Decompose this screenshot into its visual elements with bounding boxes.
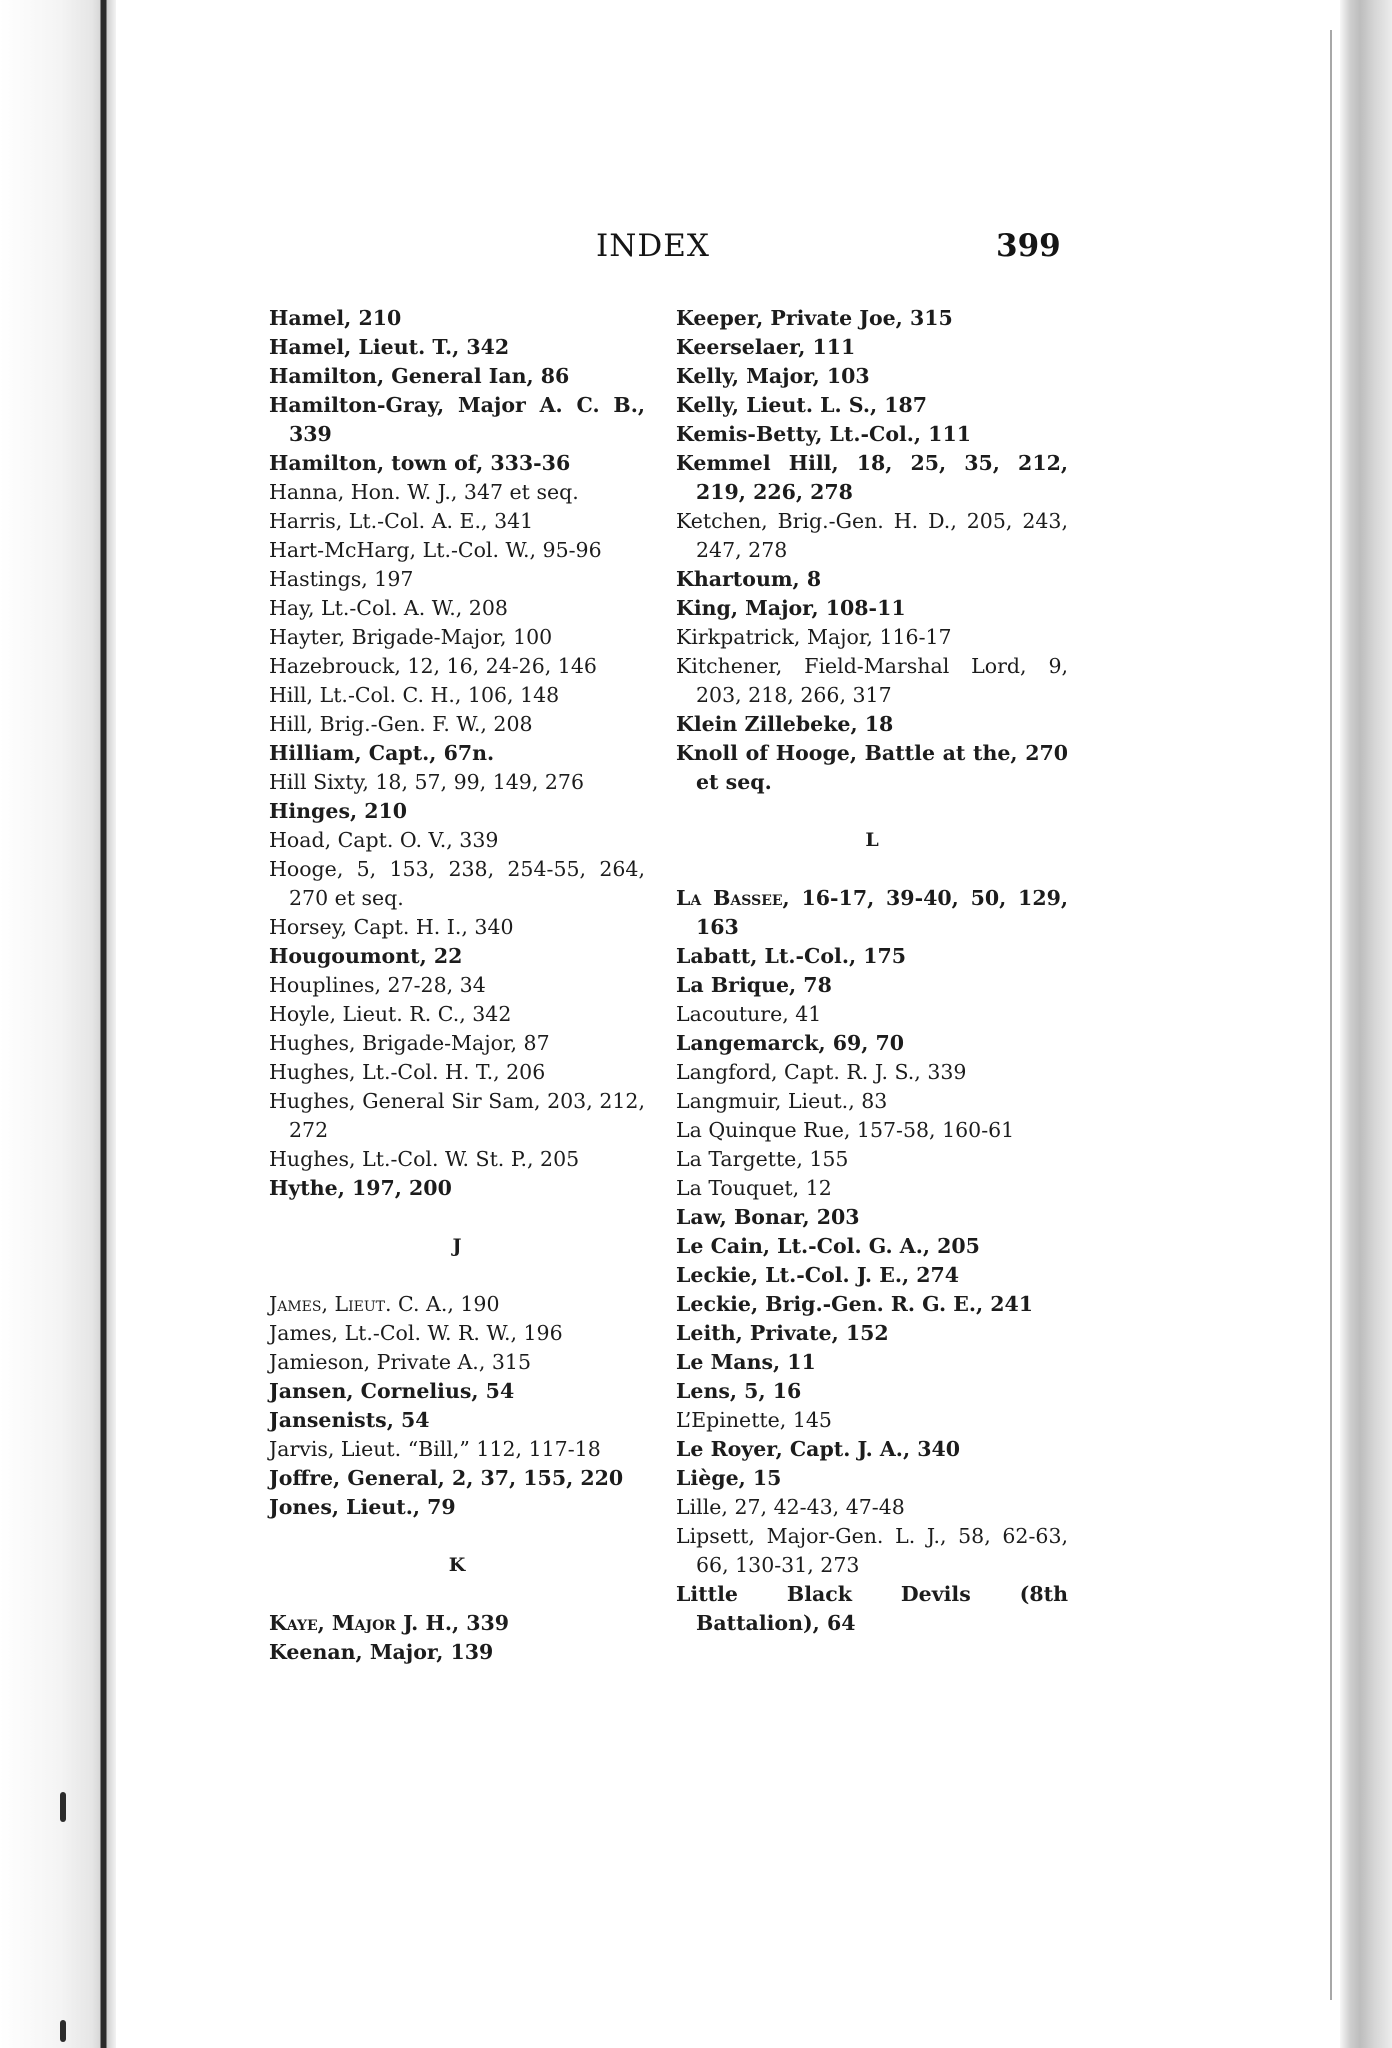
index-entry: Kelly, Major, 103 <box>676 364 870 388</box>
index-entry: Little Black Devils (8th Battalion), 64 <box>676 1582 1068 1635</box>
index-entry: Law, Bonar, 203 <box>676 1205 860 1229</box>
index-entry: La Bassee, 16-17, 39-40, 50, 129, 163 <box>676 886 1068 939</box>
index-entry: Hythe, 197, 200 <box>269 1176 452 1200</box>
index-entry: La Targette, 155 <box>676 1147 849 1171</box>
index-entry: L’Epinette, 145 <box>676 1408 832 1432</box>
index-entry: Hastings, 197 <box>269 567 414 591</box>
index-column-left <box>269 304 645 1667</box>
index-entry: Jones, Lieut., 79 <box>269 1495 456 1519</box>
index-entry: Le Royer, Capt. J. A., 340 <box>676 1437 961 1461</box>
index-entry: Hinges, 210 <box>269 799 408 823</box>
index-entry: Lipsett, Major-Gen. L. J., 58, 62-63, 66, 130-31, 273 <box>676 1524 1068 1577</box>
index-entry: Kirkpatrick, Major, 116-17 <box>676 625 952 649</box>
index-entry: Langemarck, 69, 70 <box>676 1031 905 1055</box>
index-entry: Lens, 5, 16 <box>676 1379 802 1403</box>
scan-speck <box>60 1792 66 1822</box>
index-entry: Langford, Capt. R. J. S., 339 <box>676 1060 967 1084</box>
index-entry: Hughes, Lt.-Col. H. T., 206 <box>269 1060 546 1084</box>
index-entry: Hill, Brig.-Gen. F. W., 208 <box>269 712 533 736</box>
section-letter-j: J <box>452 1235 462 1257</box>
index-entry: Hamilton, General Ian, 86 <box>269 364 570 388</box>
section-letter-k: K <box>448 1554 466 1576</box>
index-entry: Hill Sixty, 18, 57, 99, 149, 276 <box>269 770 584 794</box>
index-entry: Hay, Lt.-Col. A. W., 208 <box>269 596 508 620</box>
index-entry: Hazebrouck, 12, 16, 24-26, 146 <box>269 654 597 678</box>
index-entry: Leckie, Lt.-Col. J. E., 274 <box>676 1263 960 1287</box>
index-entry: Hamilton, town of, 333-36 <box>269 451 571 475</box>
index-entry: Keenan, Major, 139 <box>269 1640 494 1664</box>
index-entry: Le Mans, 11 <box>676 1350 816 1374</box>
index-entry: La Brique, 78 <box>676 973 832 997</box>
section-letter-l: L <box>865 829 879 851</box>
index-entry: Kelly, Lieut. L. S., 187 <box>676 393 928 417</box>
index-entry: Le Cain, Lt.-Col. G. A., 205 <box>676 1234 980 1258</box>
index-column-right <box>676 304 1068 1638</box>
index-entry: James, Lieut. C. A., 190 <box>269 1292 500 1316</box>
index-entry: La Touquet, 12 <box>676 1176 832 1200</box>
page-border-line <box>1330 30 1332 2000</box>
index-entry: Jarvis, Lieut. “Bill,” 112, 117-18 <box>269 1437 601 1461</box>
index-entry: Hooge, 5, 153, 238, 254-55, 264, 270 et seq. <box>269 857 645 910</box>
index-entry: Keerselaer, 111 <box>676 335 856 359</box>
page-title: INDEX <box>596 228 710 264</box>
index-entry: Hilliam, Capt., 67n. <box>269 741 495 765</box>
index-entry: Jamieson, Private A., 315 <box>269 1350 531 1374</box>
index-entry: Horsey, Capt. H. I., 340 <box>269 915 514 939</box>
index-entry: Keeper, Private Joe, 315 <box>676 306 953 330</box>
index-entry: Harris, Lt.-Col. A. E., 341 <box>269 509 534 533</box>
page-number: 399 <box>996 228 1061 264</box>
index-entry: Labatt, Lt.-Col., 175 <box>676 944 907 968</box>
index-entry: Leckie, Brig.-Gen. R. G. E., 241 <box>676 1292 1034 1316</box>
index-entry: Liège, 15 <box>676 1466 782 1490</box>
index-entry: Hamilton-Gray, Major A. C. B., 339 <box>269 393 645 446</box>
index-entry: La Quinque Rue, 157-58, 160-61 <box>676 1118 1015 1142</box>
index-entry: Hanna, Hon. W. J., 347 et seq. <box>269 480 579 504</box>
index-entry: Leith, Private, 152 <box>676 1321 889 1345</box>
index-entry: Hoyle, Lieut. R. C., 342 <box>269 1002 512 1026</box>
index-entry: Houplines, 27-28, 34 <box>269 973 486 997</box>
index-entry: Kaye, Major J. H., 339 <box>269 1611 510 1635</box>
scan-page-edge <box>1340 0 1392 2048</box>
index-entry: Hughes, Brigade-Major, 87 <box>269 1031 550 1055</box>
index-entry: Hughes, General Sir Sam, 203, 212, 272 <box>269 1089 645 1142</box>
index-entry: Jansenists, 54 <box>269 1408 430 1432</box>
index-entry: James, Lt.-Col. W. R. W., 196 <box>269 1321 563 1345</box>
index-entry: Hart-McHarg, Lt.-Col. W., 95-96 <box>269 538 602 562</box>
index-entry: Jansen, Cornelius, 54 <box>269 1379 515 1403</box>
index-entry: Kitchener, Field-Marshal Lord, 9, 203, 218, 266, 317 <box>676 654 1068 707</box>
index-entry: Klein Zillebeke, 18 <box>676 712 894 736</box>
scan-speck <box>60 2020 66 2042</box>
index-entry: Khartoum, 8 <box>676 567 822 591</box>
index-entry: Hamel, 210 <box>269 306 402 330</box>
scan-binding-edge <box>0 0 116 2048</box>
index-entry: Hoad, Capt. O. V., 339 <box>269 828 499 852</box>
index-entry: Ketchen, Brig.-Gen. H. D., 205, 243, 247, 278 <box>676 509 1068 562</box>
index-entry: Lille, 27, 42-43, 47-48 <box>676 1495 905 1519</box>
running-head <box>116 228 1330 268</box>
index-entry: King, Major, 108-11 <box>676 596 906 620</box>
index-entry: Hougoumont, 22 <box>269 944 463 968</box>
book-page <box>116 0 1330 2048</box>
index-entry: Lacouture, 41 <box>676 1002 822 1026</box>
index-entry: Kemis-Betty, Lt.-Col., 111 <box>676 422 971 446</box>
index-entry: Joffre, General, 2, 37, 155, 220 <box>269 1466 624 1490</box>
index-entry: Hughes, Lt.-Col. W. St. P., 205 <box>269 1147 580 1171</box>
index-entry: Hayter, Brigade-Major, 100 <box>269 625 553 649</box>
index-entry: Langmuir, Lieut., 83 <box>676 1089 888 1113</box>
index-entry: Kemmel Hill, 18, 25, 35, 212, 219, 226, 278 <box>676 451 1068 504</box>
index-entry: Hamel, Lieut. T., 342 <box>269 335 510 359</box>
index-entry: Knoll of Hooge, Battle at the, 270 et seq. <box>676 741 1068 794</box>
index-entry: Hill, Lt.-Col. C. H., 106, 148 <box>269 683 560 707</box>
